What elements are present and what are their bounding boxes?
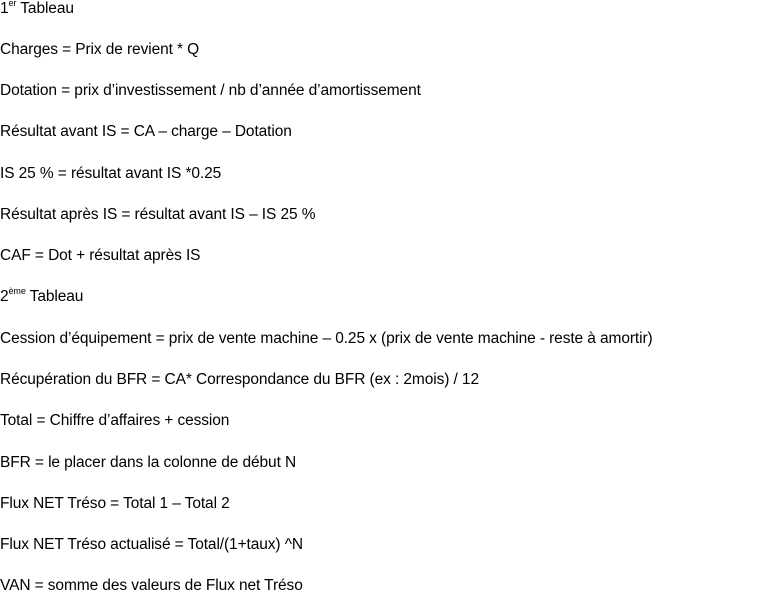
section-heading-second-table xyxy=(0,285,84,306)
heading-number: 1 xyxy=(0,0,9,17)
formula-is-25: IS 25 % = résultat avant IS *0.25 xyxy=(0,165,222,182)
formula-resultat-avant-is: Résultat avant IS = CA – charge – Dotation xyxy=(0,123,292,140)
formula-bfr: BFR = le placer dans la colonne de début N xyxy=(0,454,297,471)
formula-total: Total = Chiffre d’affaires + cession xyxy=(0,412,230,429)
formula-dotation: Dotation = prix d’investissement / nb d’année d’amortissement xyxy=(0,82,421,99)
formula-recuperation-bfr: Récupération du BFR = CA* Correspondance du BFR (ex : 2mois) / 12 xyxy=(0,371,479,388)
section-heading-first-table xyxy=(0,0,74,18)
heading-label: Tableau xyxy=(16,0,74,17)
formula-caf: CAF = Dot + résultat après IS xyxy=(0,247,201,264)
formula-cession-equipement: Cession d’équipement = prix de vente machine – 0.25 x (prix de vente machine - reste à amortir) xyxy=(0,330,653,347)
formula-flux-net-treso-actualise: Flux NET Tréso actualisé = Total/(1+taux) ^N xyxy=(0,536,303,553)
formula-flux-net-treso: Flux NET Tréso = Total 1 – Total 2 xyxy=(0,495,230,512)
heading-label: Tableau xyxy=(25,288,84,305)
heading-ordinal-suffix: er xyxy=(8,0,17,8)
formula-charges: Charges = Prix de revient * Q xyxy=(0,41,200,58)
formula-van: VAN = somme des valeurs de Flux net Tréso xyxy=(0,577,303,594)
heading-ordinal-suffix: ème xyxy=(8,285,26,296)
heading-number: 2 xyxy=(0,288,9,305)
formula-resultat-apres-is: Résultat après IS = résultat avant IS – IS 25 % xyxy=(0,206,316,223)
